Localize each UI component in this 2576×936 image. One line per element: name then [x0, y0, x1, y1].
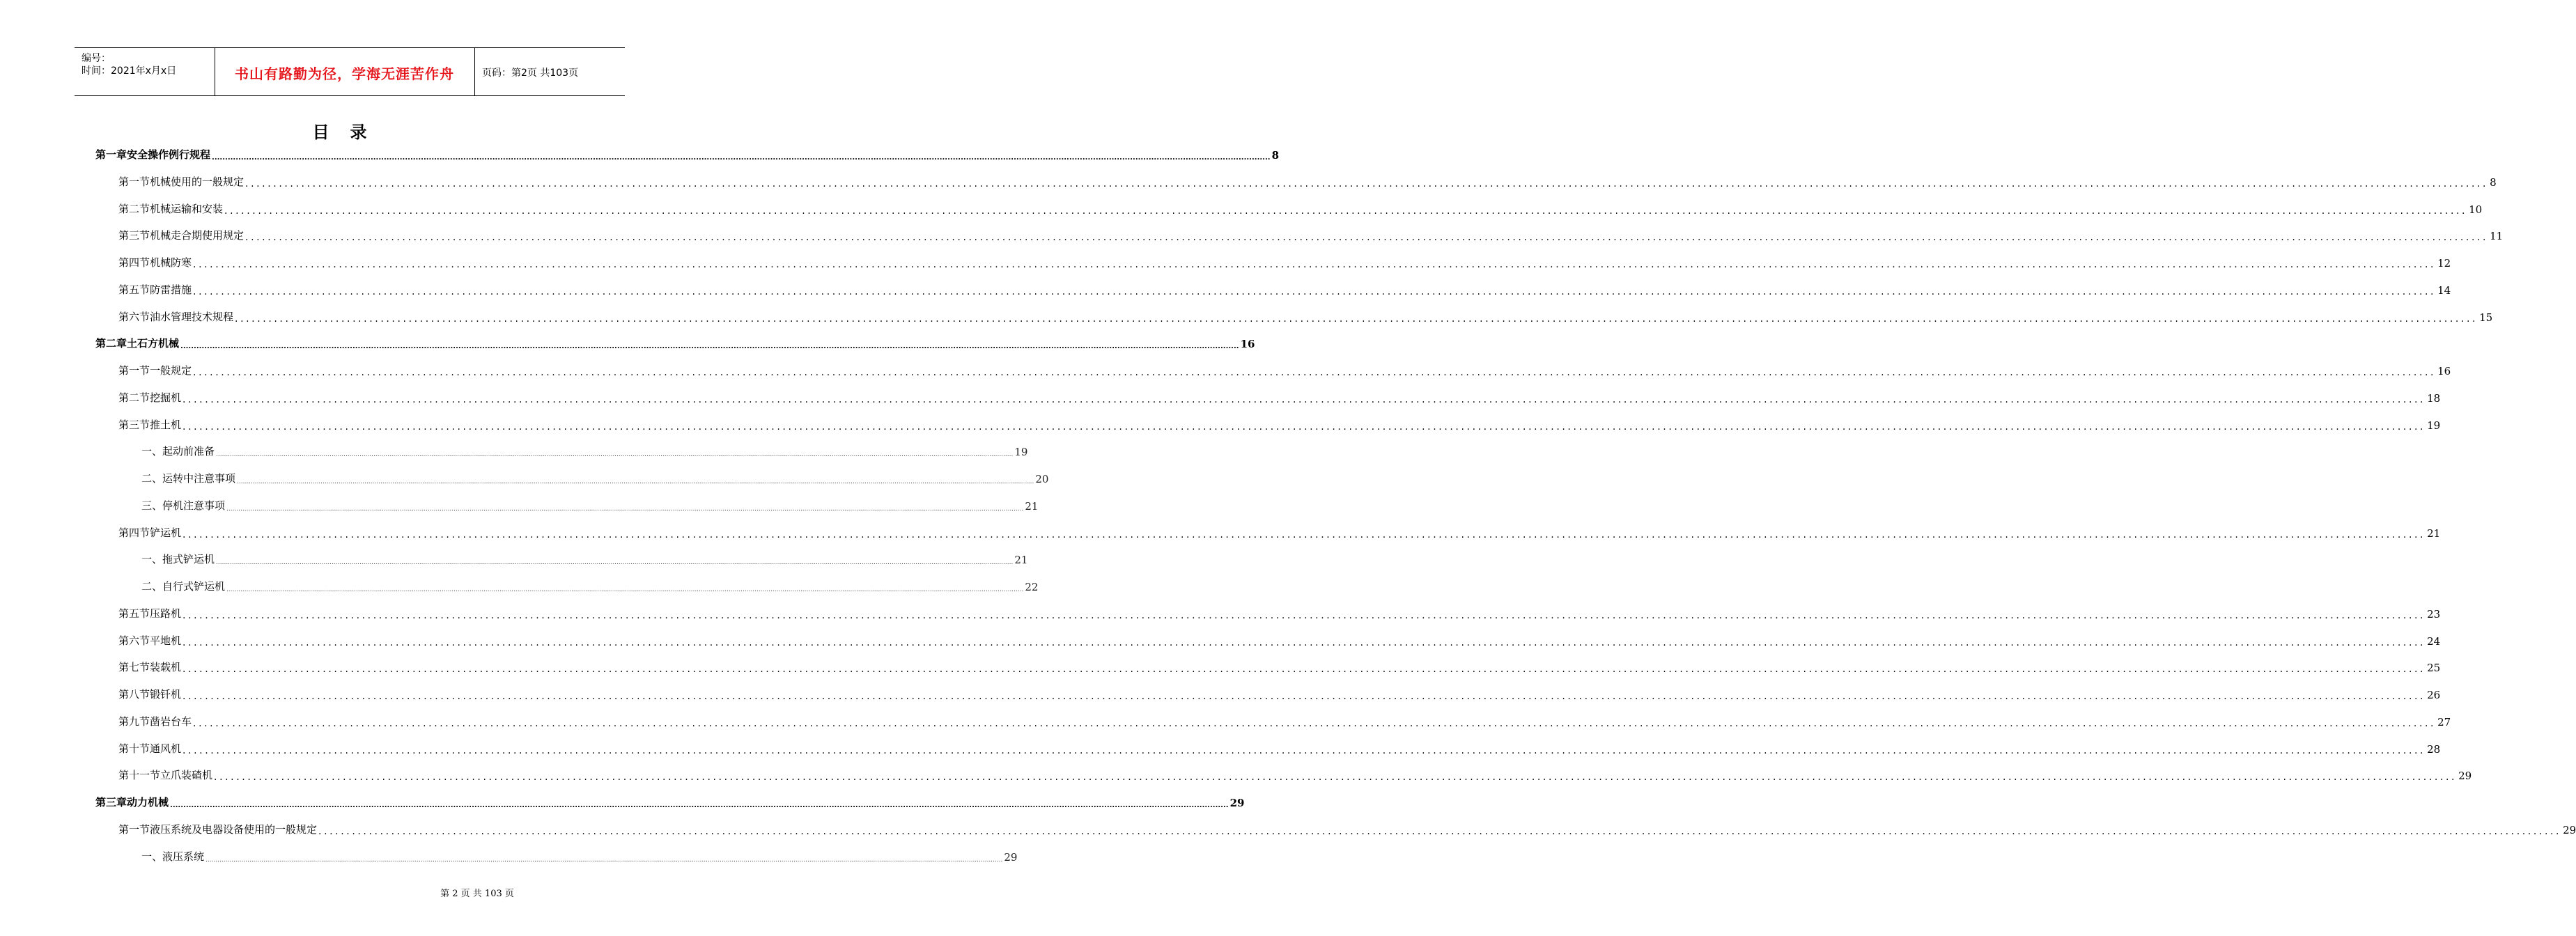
toc-entry-page: 8: [2490, 176, 2497, 189]
page-footer: 第 2 页 共 103 页: [440, 889, 514, 899]
toc-entry[interactable]: [118, 226, 2504, 243]
toc-entry-number: 第一节: [118, 823, 150, 836]
toc-leader-dots: ................................................................................................................................................................................................................................................................................................................................................................................................................: [224, 205, 2468, 217]
toc-entry-page: 21: [1014, 554, 1028, 566]
toc-entry[interactable]: [118, 388, 2441, 405]
toc-leader-dots: ................................................................................................................................................................................................................................................................................................................................................................................................................: [237, 478, 1034, 485]
toc-leader-dots: ................................................................................................................................................................................................................................................................................................................................................................................................................: [183, 394, 2426, 405]
toc-leader-dots: ................................................................................................................................................................................................................................................................................................................................................................................................................: [183, 691, 2426, 702]
toc-entry[interactable]: [141, 847, 1018, 864]
toc-entry-number: 第七节: [118, 661, 150, 673]
toc-leader-dots: ................................................................................................................................................................................................................................................................................................................................................................................................................: [183, 421, 2426, 432]
toc-entry-number: 第六节: [118, 634, 150, 647]
toc-entry-title: 压路机: [150, 607, 182, 620]
header-motto: 书山有路勤为径，学海无涯苦作舟: [235, 65, 454, 82]
toc-leader-dots: ................................................................................................................................................................................................................................................................................................................................................................................................................: [183, 610, 2426, 621]
toc-entry-title: 立爪装碴机: [160, 769, 213, 781]
toc-leader-dots: ................................................................................................................................................................................................................................................................................................................................................................................................................: [214, 772, 2458, 783]
toc-leader-dots: ................................................................................................................................................................................................................................................................................................................................................................................................................: [212, 154, 1271, 162]
toc-entry-title: 三、停机注意事项: [141, 499, 226, 512]
toc-entry-title: 动力机械: [127, 796, 169, 809]
toc-entry[interactable]: [95, 793, 1245, 809]
toc-entry-page: 24: [2427, 635, 2441, 648]
toc-entry[interactable]: [118, 820, 2576, 837]
toc-entry-page: 18: [2427, 392, 2441, 405]
toc-entry[interactable]: [118, 604, 2441, 621]
toc-entry[interactable]: [118, 415, 2441, 432]
toc-entry-title: 机械防寒: [150, 256, 192, 269]
toc-entry-number: 第八节: [118, 688, 150, 701]
page-title: 目录: [312, 123, 388, 142]
toc-entry-title: 挖掘机: [150, 391, 182, 404]
toc-leader-dots: ................................................................................................................................................................................................................................................................................................................................................................................................................: [193, 718, 2437, 729]
toc-entry-number: 第十节: [118, 742, 150, 755]
toc-entry[interactable]: [95, 334, 1255, 350]
toc-entry-page: 29: [2458, 770, 2472, 782]
toc-entry-page: 16: [2437, 365, 2451, 377]
toc-leader-dots: ................................................................................................................................................................................................................................................................................................................................................................................................................: [183, 745, 2426, 756]
toc-entry[interactable]: [141, 549, 1028, 566]
header-page-number: 页码：第2页 共103页: [482, 68, 579, 79]
toc-leader-dots: ................................................................................................................................................................................................................................................................................................................................................................................................................: [170, 802, 1229, 809]
toc-entry-page: 8: [1271, 149, 1279, 162]
toc-entry-number: 第一节: [118, 364, 150, 377]
toc-entry[interactable]: [118, 253, 2451, 270]
toc-leader-dots: ................................................................................................................................................................................................................................................................................................................................................................................................................: [226, 586, 1024, 593]
toc-entry-title: 安全操作例行规程: [127, 148, 211, 161]
toc-entry-page: 20: [1035, 473, 1049, 485]
toc-entry-title: 二、运转中注意事项: [141, 472, 236, 485]
header-info-cell: [75, 48, 215, 95]
toc-entry-page: 23: [2427, 608, 2441, 621]
toc-leader-dots: ................................................................................................................................................................................................................................................................................................................................................................................................................: [183, 664, 2426, 675]
toc-entry-title: 油水管理技术规程: [150, 311, 234, 323]
header-motto-cell: [215, 48, 475, 95]
toc-entry[interactable]: [118, 739, 2441, 756]
toc-entry[interactable]: [118, 712, 2451, 729]
toc-entry-number: 第九节: [118, 715, 150, 728]
toc-entry[interactable]: [118, 657, 2441, 675]
toc-entry-page: 29: [2563, 824, 2576, 836]
toc-leader-dots: ................................................................................................................................................................................................................................................................................................................................................................................................................: [245, 232, 2489, 243]
toc-entry[interactable]: [118, 765, 2472, 783]
toc-entry-number: 第二章: [95, 337, 127, 350]
toc-entry[interactable]: [118, 307, 2493, 325]
toc-entry-page: 27: [2437, 716, 2451, 728]
toc-entry-number: 第一章: [95, 148, 127, 161]
toc-entry-number: 第四节: [118, 526, 150, 539]
toc-entry-number: 第二节: [118, 203, 150, 215]
document-code-label: 编号：: [82, 53, 111, 64]
toc-entry[interactable]: [118, 199, 2483, 217]
toc-entry-page: 10: [2469, 203, 2483, 216]
toc-entry-number: 第三章: [95, 796, 127, 809]
toc-entry-number: 第五节: [118, 607, 150, 620]
toc-entry[interactable]: [118, 361, 2451, 378]
toc-entry[interactable]: [118, 280, 2451, 297]
toc-leader-dots: ................................................................................................................................................................................................................................................................................................................................................................................................................: [226, 506, 1024, 513]
toc-entry-number: 第一节: [118, 176, 150, 188]
toc-entry-page: 21: [2427, 527, 2441, 540]
toc-entry-page: 29: [1004, 851, 1018, 864]
toc-leader-dots: ................................................................................................................................................................................................................................................................................................................................................................................................................: [193, 286, 2437, 297]
toc-entry[interactable]: [141, 442, 1028, 458]
toc-leader-dots: ................................................................................................................................................................................................................................................................................................................................................................................................................: [183, 637, 2426, 648]
toc-entry-title: 一、拖式铲运机: [141, 553, 215, 566]
toc-entry-page: 14: [2437, 284, 2451, 297]
toc-entry-title: 液压系统及电器设备使用的一般规定: [150, 823, 318, 836]
toc-leader-dots: ................................................................................................................................................................................................................................................................................................................................................................................................................: [216, 451, 1014, 458]
toc-leader-dots: ................................................................................................................................................................................................................................................................................................................................................................................................................: [193, 259, 2437, 270]
toc-entry-title: 二、自行式铲运机: [141, 580, 226, 593]
toc-entry-title: 平地机: [150, 634, 182, 647]
toc-entry-title: 通风机: [150, 742, 182, 755]
toc-leader-dots: ................................................................................................................................................................................................................................................................................................................................................................................................................: [183, 529, 2426, 540]
toc-entry-title: 机械走合期使用规定: [150, 229, 245, 242]
toc-entry-title: 机械使用的一般规定: [150, 176, 245, 188]
toc-entry-number: 第十一节: [118, 769, 161, 781]
toc-leader-dots: ................................................................................................................................................................................................................................................................................................................................................................................................................: [205, 857, 1003, 864]
toc-entry-page: 19: [2427, 419, 2441, 432]
toc-entry-page: 26: [2427, 689, 2441, 701]
toc-entry-title: 锻钎机: [150, 688, 182, 701]
toc-entry[interactable]: [118, 523, 2441, 540]
toc-leader-dots: ................................................................................................................................................................................................................................................................................................................................................................................................................: [216, 559, 1014, 566]
toc-entry-page: 15: [2479, 311, 2493, 324]
toc-leader-dots: ................................................................................................................................................................................................................................................................................................................................................................................................................: [180, 343, 1239, 350]
toc-entry-title: 铲运机: [150, 526, 182, 539]
toc-entry-page: 29: [1229, 797, 1245, 809]
toc-entry-page: 19: [1014, 446, 1028, 458]
toc-entry-page: 16: [1240, 338, 1255, 350]
toc-entry-number: 第二节: [118, 391, 150, 404]
toc-entry-page: 28: [2427, 743, 2441, 756]
toc-leader-dots: ................................................................................................................................................................................................................................................................................................................................................................................................................: [245, 178, 2489, 189]
toc-entry[interactable]: [141, 577, 1039, 593]
toc-entry-title: 一般规定: [150, 364, 192, 377]
toc-entry[interactable]: [118, 172, 2497, 189]
toc-entry-page: 12: [2437, 257, 2451, 270]
toc-entry[interactable]: [95, 145, 1279, 162]
toc-entry-title: 装载机: [150, 661, 182, 673]
toc-entry-title: 推土机: [150, 419, 182, 431]
toc-entry-title: 土石方机械: [127, 337, 180, 350]
toc-entry-title: 一、起动前准备: [141, 445, 215, 458]
toc-entry[interactable]: [118, 631, 2441, 648]
toc-entry[interactable]: [141, 496, 1039, 513]
toc-entry-title: 一、液压系统: [141, 850, 205, 863]
toc-entry-number: 第三节: [118, 229, 150, 242]
toc-entry-number: 第五节: [118, 283, 150, 296]
toc-entry-title: 防雷措施: [150, 283, 192, 296]
toc-entry-page: 25: [2427, 662, 2441, 674]
toc-entry[interactable]: [141, 469, 1049, 485]
toc-entry-number: 第六节: [118, 311, 150, 323]
toc-entry-page: 21: [1025, 500, 1039, 513]
toc-entry[interactable]: [118, 685, 2441, 702]
toc-entry-page: 22: [1025, 581, 1039, 593]
toc-leader-dots: ................................................................................................................................................................................................................................................................................................................................................................................................................: [193, 367, 2437, 378]
toc-entry-title: 凿岩台车: [150, 715, 192, 728]
document-time-label: 时间：2021年x月x日: [82, 65, 177, 77]
toc-leader-dots: ................................................................................................................................................................................................................................................................................................................................................................................................................: [318, 826, 2562, 837]
toc-entry-number: 第三节: [118, 419, 150, 431]
toc-entry-page: 11: [2490, 230, 2504, 242]
page-header: [75, 47, 625, 96]
toc-entry-title: 机械运输和安装: [150, 203, 224, 215]
header-page-cell: [475, 48, 625, 95]
toc-entry-number: 第四节: [118, 256, 150, 269]
toc-leader-dots: ................................................................................................................................................................................................................................................................................................................................................................................................................: [235, 313, 2478, 325]
